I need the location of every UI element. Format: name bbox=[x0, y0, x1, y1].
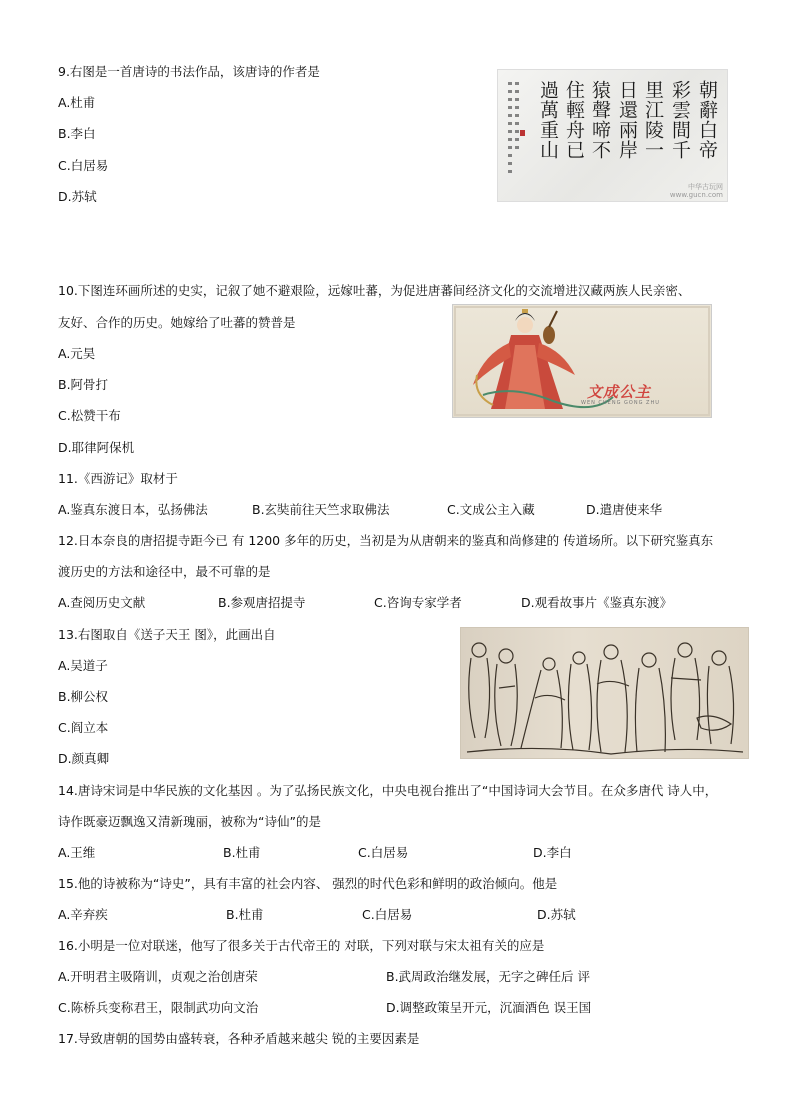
q15-option-d: D.苏轼 bbox=[537, 907, 576, 922]
q10-stem-line2: 友好、合作的历史。她嫁给了吐蕃的赞普是 bbox=[58, 315, 296, 330]
calligraphy-image bbox=[497, 69, 728, 202]
q10-option-b: B.阿骨打 bbox=[58, 377, 109, 392]
q11-option-a: A.鉴真东渡日本，弘扬佛法 bbox=[58, 502, 208, 517]
q16-option-b: B.武周政治继发展，无字之碑任后 评 bbox=[386, 969, 591, 984]
seal-stamp bbox=[520, 130, 525, 136]
painting-figures-illustration bbox=[461, 628, 748, 758]
q9-stem: 9.右图是一首唐诗的书法作品，该唐诗的作者是 bbox=[58, 64, 320, 79]
q12-option-b: B.参观唐招提寺 bbox=[218, 595, 306, 610]
q13-option-a: A.吴道子 bbox=[58, 658, 108, 673]
q15-stem: 15.他的诗被称为“诗史”，具有丰富的社会内容、 强烈的时代色彩和鲜明的政治倾向。他是 bbox=[58, 876, 558, 891]
q14-stem-line1: 14.唐诗宋词是中华民族的文化基因 。为了弘扬民族文化，中央电视台推出了“中国诗词大会节目。在众多唐代 诗人中， bbox=[58, 783, 718, 798]
q11-option-d: D.遣唐使来华 bbox=[586, 502, 663, 517]
q16-stem: 16.小明是一位对联迷，他写了很多关于古代帝王的 对联，下列对联与宋太祖有关的应是 bbox=[58, 938, 545, 953]
q15-option-a: A.辛弃疾 bbox=[58, 907, 108, 922]
q12-option-c: C.咨询专家学者 bbox=[374, 595, 462, 610]
comic-title: 文成公主 bbox=[587, 383, 652, 401]
q14-option-c: C.白居易 bbox=[358, 845, 409, 860]
calligraphy-column: 朝辭白帝 bbox=[696, 80, 718, 160]
calligraphy-column: 過萬重山 bbox=[537, 80, 559, 160]
q15-option-b: B.杜甫 bbox=[226, 907, 264, 922]
q14-option-d: D.李白 bbox=[533, 845, 572, 860]
calligraphy-column: 里江陵一 bbox=[642, 80, 664, 160]
calligraphy-column: 日還兩岸 bbox=[616, 80, 638, 160]
q12-option-d: D.观看故事片《鉴真东渡》 bbox=[521, 595, 673, 610]
q11-option-c: C.文成公主入藏 bbox=[447, 502, 535, 517]
songzi-tianwang-painting bbox=[460, 627, 749, 759]
comic-title-pinyin: WEN CHENG GONG ZHU bbox=[581, 400, 660, 406]
q14-option-b: B.杜甫 bbox=[223, 845, 261, 860]
q13-option-c: C.阎立本 bbox=[58, 720, 109, 735]
watermark: 中华古玩网 www.gucn.com bbox=[669, 183, 723, 199]
calligraphy-column: 彩雲間千 bbox=[669, 80, 691, 160]
q11-option-b: B.玄奘前往天竺求取佛法 bbox=[252, 502, 390, 517]
q9-option-c: C.白居易 bbox=[58, 158, 109, 173]
q14-stem-line2: 诗作既豪迈飘逸又清新瑰丽，被称为“诗仙”的是 bbox=[58, 814, 321, 829]
q10-option-a: A.元昊 bbox=[58, 346, 96, 361]
q12-stem-line2: 渡历史的方法和途径中，最不可靠的是 bbox=[58, 564, 271, 579]
q9-option-d: D.苏轼 bbox=[58, 189, 97, 204]
calligraphy-column: 住輕舟已 bbox=[563, 80, 585, 160]
q9-option-a: A.杜甫 bbox=[58, 95, 96, 110]
q13-option-b: B.柳公权 bbox=[58, 689, 109, 704]
q11-stem: 11.《西游记》取材于 bbox=[58, 471, 178, 486]
q9-option-b: B.李白 bbox=[58, 126, 96, 141]
q17-stem: 17.导致唐朝的国势由盛转衰，各种矛盾越来越尖 锐的主要因素是 bbox=[58, 1031, 420, 1046]
q16-option-c: C.陈桥兵变称君王，限制武功向文治 bbox=[58, 1000, 259, 1015]
inscription-mark bbox=[515, 82, 519, 152]
q12-option-a: A.查阅历史文献 bbox=[58, 595, 146, 610]
q10-option-c: C.松赞干布 bbox=[58, 408, 121, 423]
q15-option-c: C.白居易 bbox=[362, 907, 413, 922]
princess-wencheng-image bbox=[452, 304, 712, 418]
q14-option-a: A.王维 bbox=[58, 845, 96, 860]
q12-stem-line1: 12.日本奈良的唐招提寺距今已 有 1200 多年的历史，当初是为从唐朝来的鉴真和尚修建的 传道场所。以下研究鉴真东 bbox=[58, 533, 714, 548]
calligraphy-column: 猿聲啼不 bbox=[589, 80, 611, 160]
q13-stem: 13.右图取自《送子天王 图》，此画出自 bbox=[58, 627, 276, 642]
q16-option-d: D.调整政策呈开元，沉湎酒色 误王国 bbox=[386, 1000, 592, 1015]
q10-option-d: D.耶律阿保机 bbox=[58, 440, 135, 455]
q10-stem-line1: 10.下图连环画所述的史实，记叙了她不避艰险，远嫁吐蕃，为促进唐蕃间经济文化的交流增进汉藏两族人民亲密、 bbox=[58, 283, 691, 298]
q16-option-a: A.开明君主吸隋训，贞观之治创唐荣 bbox=[58, 969, 258, 984]
inscription-mark bbox=[508, 82, 512, 177]
q13-option-d: D.颜真卿 bbox=[58, 751, 110, 766]
